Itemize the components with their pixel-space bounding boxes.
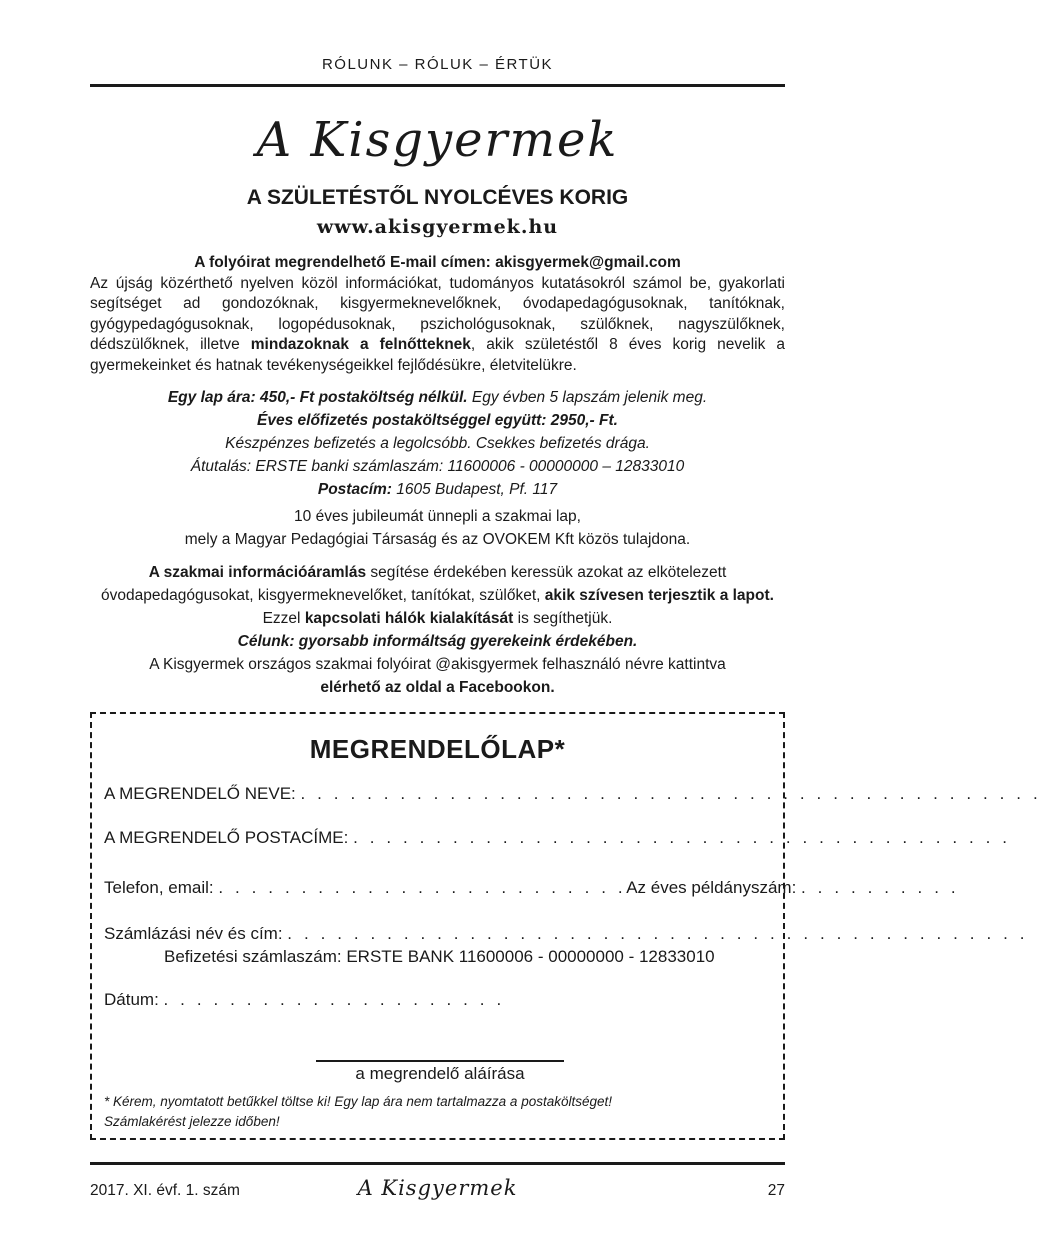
copies-label: Az éves példányszám: (626, 878, 797, 897)
page-number: 27 (767, 1182, 785, 1199)
price-line: Egy lap ára: 450,- Ft postaköltség nélkül. Egy évben 5 lapszám jelenik meg. (167, 389, 708, 406)
signature-line[interactable] (316, 1060, 564, 1062)
order-form-title: MEGRENDELŐLAP* (309, 734, 566, 764)
network-line-2: óvodapedagógusokat, kisgyermeknevelőket, tanítókat, szülőket, akik szívesen terjesztik a lapot. (101, 587, 774, 604)
magazine-title: A Kisgyermek (256, 112, 619, 168)
issue-info: 2017. XI. évf. 1. szám (90, 1182, 240, 1199)
intro-paragraph (90, 274, 785, 377)
signature-label: a megrendelő aláírása (355, 1064, 525, 1083)
network-line-1: A szakmai információáramlás segítése érdekében keressük azokat az elkötelezett (148, 564, 727, 581)
postal-address-line: Postacím: 1605 Budapest, Pf. 117 (317, 481, 558, 498)
form-footnote (104, 1092, 612, 1132)
jubilee-section (90, 505, 785, 551)
copies-field[interactable]: . . . . . . . . . . (801, 878, 960, 897)
jubilee-line-1: 10 éves jubileumát ünnepli a szakmai lap, (294, 508, 581, 525)
payment-note: Készpénzes befizetés a legolcsóbb. Csekkes befizetés drága. (225, 435, 650, 452)
network-line-3: Ezzel kapcsolati hálók kialakítását is segíthetjük. (262, 610, 613, 627)
contact-field[interactable]: Telefon, email: . . . . . . . . . . . . . . . . . . . . . . . . .Az éves példányszám: . . . . . . . . . . (104, 878, 960, 897)
website-url[interactable]: www.akisgyermek.hu (316, 216, 559, 238)
date-field[interactable]: Dátum: . . . . . . . . . . . . . . . . . . . . . (104, 990, 505, 1009)
network-section (90, 561, 785, 699)
customer-address-field[interactable]: A MEGRENDELŐ POSTACÍME: . . . . . . . . . . . . . . . . . . . . . . . . . . . . . . . . . . . . . . . . (104, 828, 1011, 847)
intro-text-2: , akik születéstől 8 éves korig nevelik a gyermekeinket és hatnak tevékenységeikkel fejlődésükre, életvitelükre. (90, 336, 785, 374)
footnote-line-2: Számlakérést jelezze időben! (104, 1114, 280, 1129)
intro-text-1: Az újság közérthető nyelven közöl információkat, tudományos kutatásokról számol be, gyakorlati segítséget ad gondozóknak, kisgyermeknevelőknek, óvodapedagógusoknak, tanítóknak, gyógypedagógusoknak, logopédusoknak, pszichológusoknak, szülőknek, nagyszülőknek, dédszülőknek, illetve (90, 274, 785, 353)
header-rule (90, 84, 785, 87)
customer-name-field[interactable]: A MEGRENDELŐ NEVE: . . . . . . . . . . . . . . . . . . . . . . . . . . . . . . . . . . . . . . . . . . . . . (104, 784, 1041, 803)
jubilee-line-2: mely a Magyar Pedagógiai Társaság és az OVOKEM Kft közös tulajdona. (184, 531, 691, 548)
order-form (90, 712, 1041, 1140)
goal-line: Célunk: gyorsabb informáltság gyerekeink érdekében. (237, 633, 638, 650)
intro-text-bold: mindazoknak a felnőtteknek (250, 336, 471, 353)
footnote-line-1: * Kérem, nyomtatott betűkkel töltse ki! Egy lap ára nem tartalmazza a postaköltséget! (104, 1094, 612, 1109)
magazine-subtitle: A SZÜLETÉSTŐL NYOLCÉVES KORIG (246, 186, 629, 209)
order-email-line: A folyóirat megrendelhető E-mail címen: akisgyermek@gmail.com (194, 254, 681, 271)
facebook-line: A Kisgyermek országos szakmai folyóirat @akisgyermek felhasználó névre kattintva (149, 656, 726, 673)
bank-transfer-line: Átutalás: ERSTE banki számlaszám: 11600006 - 00000000 – 12833010 (190, 458, 685, 475)
footer-rule (90, 1162, 785, 1165)
footer-magazine-title: A Kisgyermek (357, 1176, 518, 1200)
bank-account-line: Befizetési számlaszám: ERSTE BANK 11600006 - 00000000 - 12833010 (164, 947, 715, 966)
pricing-section (90, 386, 785, 501)
section-header: RÓLUNK – RÓLUK – ÉRTÜK (321, 56, 554, 73)
subscription-line: Éves előfizetés postaköltséggel együtt: 2950,- Ft. (257, 412, 618, 429)
facebook-link-line[interactable]: elérhető az oldal a Facebookon. (320, 679, 555, 696)
billing-field[interactable]: Számlázási név és cím: . . . . . . . . . . . . . . . . . . . . . . . . . . . . . . . . . . . . . . . . . . . . . (104, 924, 1029, 943)
intro-section (90, 253, 785, 376)
